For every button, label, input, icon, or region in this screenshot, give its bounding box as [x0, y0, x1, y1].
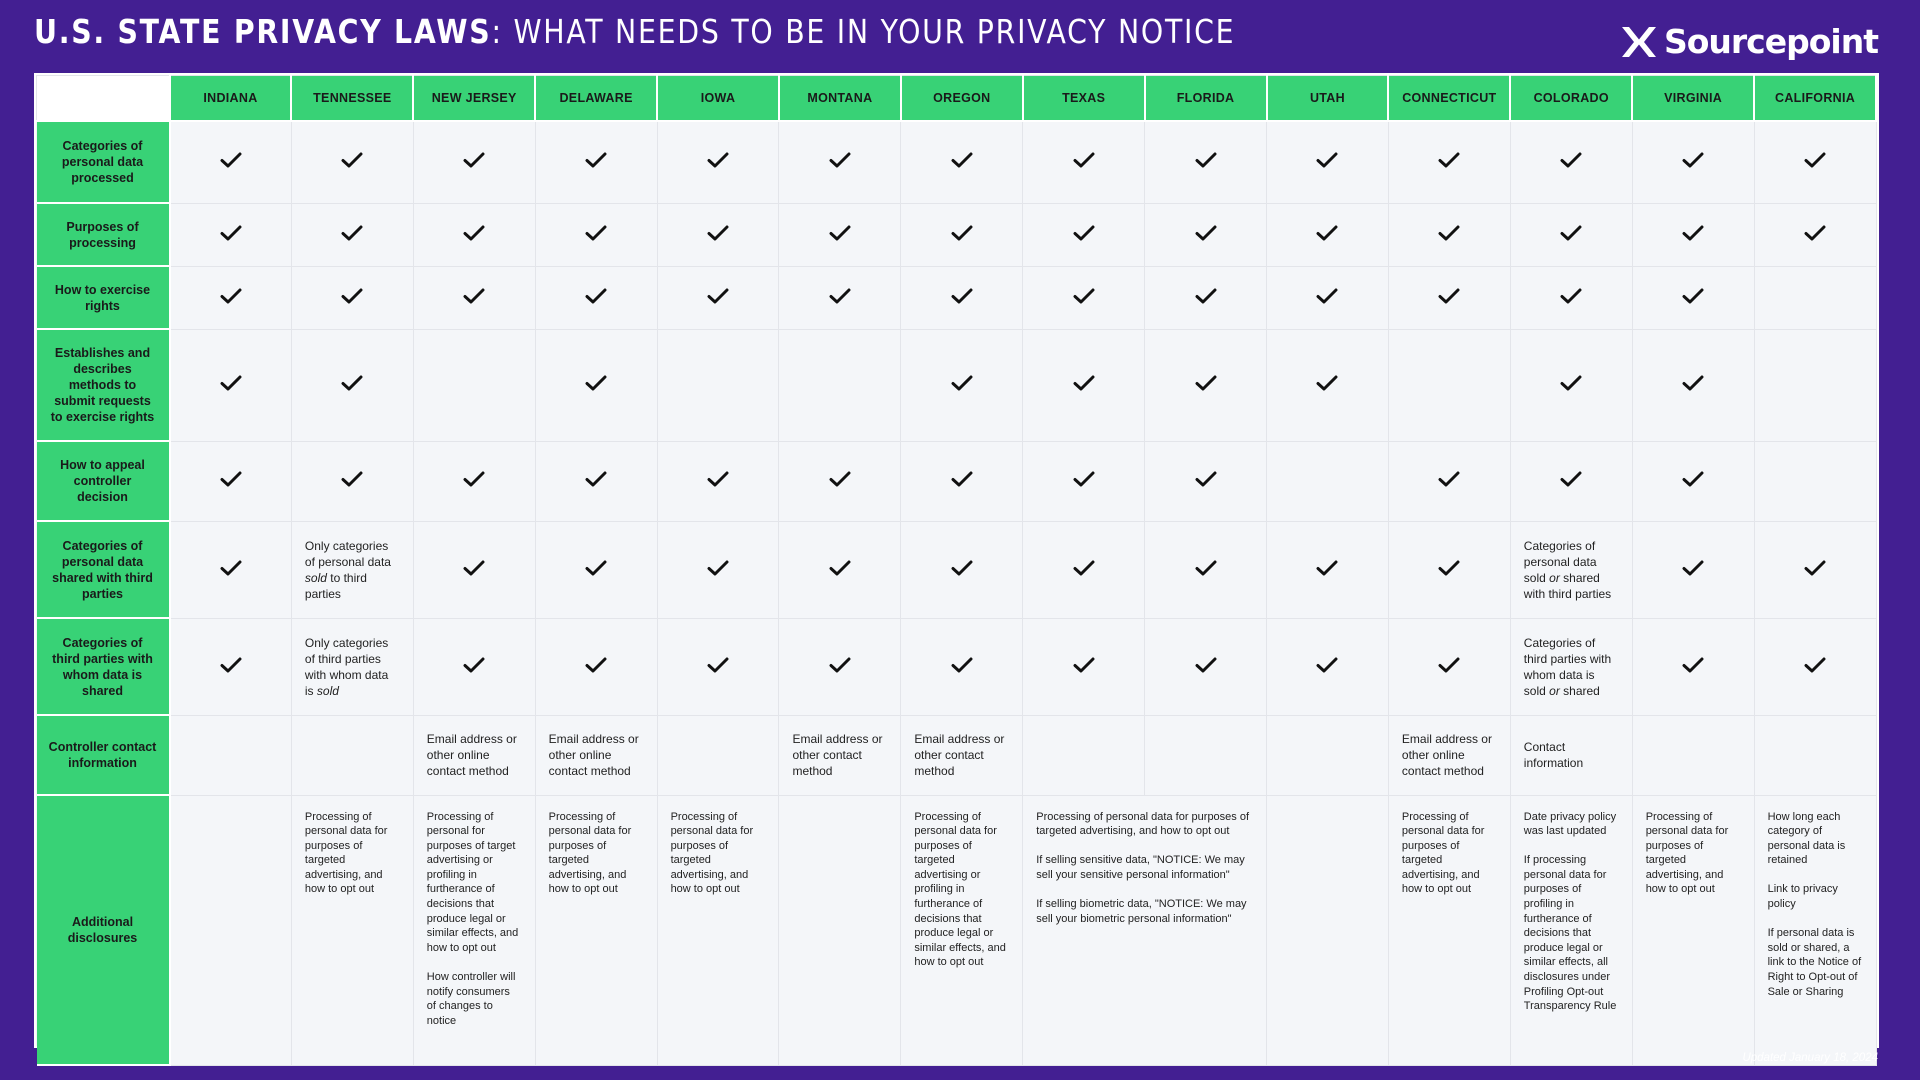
table-cell	[535, 441, 657, 521]
table-cell	[1510, 795, 1632, 1065]
table-cell	[535, 121, 657, 203]
cell-text: Processing of personal data for purposes of targeted advertising, and how to opt out	[670, 810, 754, 896]
page-title	[34, 12, 1235, 51]
checkmark-icon	[951, 374, 973, 392]
row-header: Controller contact information	[37, 715, 170, 795]
checkmark-icon	[220, 470, 242, 488]
table-cell	[901, 266, 1023, 329]
table-cell	[1632, 266, 1754, 329]
checkmark-icon	[1682, 151, 1704, 169]
checkmark-icon	[1316, 656, 1338, 674]
table-cell	[1754, 329, 1876, 441]
page-title-bold: U.S. STATE PRIVACY LAWS	[34, 12, 492, 51]
table-body	[37, 121, 1877, 1065]
table-cell	[1023, 521, 1145, 618]
table-cell	[170, 329, 292, 441]
table-cell	[413, 329, 535, 441]
table-cell	[657, 266, 779, 329]
checkmark-icon	[1073, 470, 1095, 488]
cell-text: Email address or other online contact method	[426, 732, 517, 778]
table-cell	[170, 121, 292, 203]
table-cell	[657, 121, 779, 203]
checkmark-icon	[707, 151, 729, 169]
table-cell	[170, 266, 292, 329]
table-cell	[1754, 441, 1876, 521]
checkmark-icon	[1560, 287, 1582, 305]
checkmark-icon	[1804, 656, 1826, 674]
table-cell	[657, 203, 779, 266]
checkmark-icon	[585, 656, 607, 674]
checkmark-icon	[1804, 224, 1826, 242]
checkmark-icon	[585, 374, 607, 392]
table-cell	[535, 266, 657, 329]
table-row	[37, 795, 1877, 1065]
checkmark-icon	[1073, 559, 1095, 577]
privacy-grid	[36, 75, 1877, 1066]
table-cell	[413, 266, 535, 329]
checkmark-icon	[1073, 151, 1095, 169]
table-cell	[1754, 521, 1876, 618]
checkmark-icon	[341, 287, 363, 305]
table-cell	[170, 441, 292, 521]
cell-text	[1524, 538, 1619, 602]
table-cell	[1145, 203, 1267, 266]
checkmark-icon	[1195, 224, 1217, 242]
table-cell	[1267, 715, 1389, 795]
table-cell	[1388, 329, 1510, 441]
table-cell	[1145, 715, 1267, 795]
checkmark-icon	[1438, 470, 1460, 488]
table-cell	[779, 329, 901, 441]
table-cell	[1388, 795, 1510, 1065]
table-cell	[535, 795, 657, 1065]
table-cell	[901, 203, 1023, 266]
table-cell	[1267, 203, 1389, 266]
table-cell	[1754, 715, 1876, 795]
sourcepoint-logo	[1620, 22, 1878, 61]
checkmark-icon	[1195, 151, 1217, 169]
table-row	[37, 521, 1877, 618]
state-header-tennessee: TENNESSEE	[291, 76, 413, 122]
checkmark-icon	[1560, 151, 1582, 169]
table-cell	[657, 441, 779, 521]
table-cell	[170, 715, 292, 795]
checkmark-icon	[1195, 470, 1217, 488]
table-cell	[1510, 121, 1632, 203]
state-header-delaware: DELAWARE	[535, 76, 657, 122]
table-cell	[1510, 329, 1632, 441]
checkmark-icon	[1195, 287, 1217, 305]
logo-text: Sourcepoint	[1663, 22, 1878, 61]
checkmark-icon	[1438, 559, 1460, 577]
checkmark-icon	[1682, 287, 1704, 305]
table-cell	[413, 618, 535, 715]
checkmark-icon	[829, 151, 851, 169]
checkmark-icon	[1195, 374, 1217, 392]
checkmark-icon	[220, 559, 242, 577]
page-title-rest: : WHAT NEEDS TO BE IN YOUR PRIVACY NOTICE	[491, 12, 1236, 51]
table-cell	[1510, 521, 1632, 618]
checkmark-icon	[1073, 287, 1095, 305]
table-cell	[1632, 441, 1754, 521]
table-cell	[1023, 715, 1145, 795]
cell-text-emphasis: or	[1549, 683, 1560, 698]
cell-text-part: to third parties	[304, 570, 367, 601]
checkmark-icon	[1682, 470, 1704, 488]
table-row	[37, 715, 1877, 795]
table-row	[37, 203, 1877, 266]
state-header-virginia: VIRGINIA	[1632, 76, 1754, 122]
table-cell	[1145, 121, 1267, 203]
table-cell	[657, 521, 779, 618]
row-header: Categories of third parties with whom data is shared	[37, 618, 170, 715]
table-cell	[535, 715, 657, 795]
checkmark-icon	[1560, 374, 1582, 392]
row-header: Purposes of processing	[37, 203, 170, 266]
checkmark-icon	[951, 151, 973, 169]
checkmark-icon	[951, 656, 973, 674]
checkmark-icon	[1438, 224, 1460, 242]
table-cell	[779, 266, 901, 329]
checkmark-icon	[1438, 287, 1460, 305]
table-cell	[1267, 618, 1389, 715]
cell-text: Date privacy policy was last updated If processing personal data for purposes of profiling in furtherance of decisions that produce legal or similar effects, all disclosures under Profiling Opt-out Transparency Rule	[1523, 810, 1617, 1013]
cell-text-part: Only categories of personal data	[304, 538, 391, 569]
state-header-colorado: COLORADO	[1510, 76, 1632, 122]
table-cell	[779, 441, 901, 521]
cell-text-emphasis: or	[1549, 570, 1560, 585]
checkmark-icon	[463, 470, 485, 488]
cell-text: Email address or other contact method	[792, 732, 883, 778]
cell-text-part: shared	[1559, 683, 1600, 698]
checkmark-icon	[829, 224, 851, 242]
table-cell	[1388, 715, 1510, 795]
checkmark-icon	[220, 151, 242, 169]
table-cell	[1023, 121, 1145, 203]
checkmark-icon	[220, 656, 242, 674]
table-cell	[413, 795, 535, 1065]
state-header-indiana: INDIANA	[170, 76, 292, 122]
table-cell	[1510, 266, 1632, 329]
updated-date: Updated January 18, 2024	[1742, 1052, 1878, 1064]
table-cell	[1632, 121, 1754, 203]
cell-text: Email address or other online contact method	[1401, 732, 1492, 778]
cell-text: Processing of personal data for purposes of targeted advertising or profiling in furtherance of decisions that produce legal or similar effects, and how to opt out	[914, 810, 1006, 969]
table-cell	[1023, 441, 1145, 521]
checkmark-icon	[1073, 374, 1095, 392]
table-cell	[413, 121, 535, 203]
table-cell	[1145, 521, 1267, 618]
checkmark-icon	[341, 151, 363, 169]
checkmark-icon	[1682, 656, 1704, 674]
checkmark-icon	[341, 374, 363, 392]
table-cell	[413, 521, 535, 618]
table-cell	[1267, 441, 1389, 521]
table-cell	[1754, 618, 1876, 715]
table-cell	[291, 203, 413, 266]
cell-text-part: shared with third parties	[1523, 570, 1612, 601]
table-cell	[413, 715, 535, 795]
table-cell	[1023, 266, 1145, 329]
row-header: Additional disclosures	[37, 795, 170, 1065]
table-cell	[657, 795, 779, 1065]
checkmark-icon	[951, 224, 973, 242]
privacy-laws-table	[34, 73, 1879, 1048]
table-cell	[291, 121, 413, 203]
table-cell	[1267, 121, 1389, 203]
table-cell	[170, 618, 292, 715]
table-cell	[1632, 329, 1754, 441]
table-cell	[901, 121, 1023, 203]
state-header-iowa: IOWA	[657, 76, 779, 122]
table-cell	[1632, 521, 1754, 618]
checkmark-icon	[829, 470, 851, 488]
table-cell	[1388, 203, 1510, 266]
table-cell	[1145, 618, 1267, 715]
checkmark-icon	[341, 224, 363, 242]
table-cell	[170, 795, 292, 1065]
table-row	[37, 618, 1877, 715]
table-cell	[1023, 329, 1145, 441]
table-row	[37, 266, 1877, 329]
table-cell	[535, 203, 657, 266]
table-cell	[901, 618, 1023, 715]
table-cell	[1510, 618, 1632, 715]
table-cell	[291, 715, 413, 795]
table-cell	[779, 795, 901, 1065]
table-cell	[1388, 266, 1510, 329]
checkmark-icon	[585, 224, 607, 242]
checkmark-icon	[829, 287, 851, 305]
table-cell	[1510, 441, 1632, 521]
checkmark-icon	[1316, 287, 1338, 305]
table-cell	[1754, 795, 1876, 1065]
table-cell	[1023, 795, 1267, 1065]
checkmark-icon	[707, 224, 729, 242]
table-cell	[1267, 521, 1389, 618]
checkmark-icon	[1560, 224, 1582, 242]
checkmark-icon	[341, 470, 363, 488]
row-header: Categories of personal data shared with third parties	[37, 521, 170, 618]
checkmark-icon	[1804, 151, 1826, 169]
corner-cell	[37, 76, 170, 122]
table-cell	[413, 441, 535, 521]
table-cell	[291, 795, 413, 1065]
table-cell	[779, 715, 901, 795]
checkmark-icon	[1316, 151, 1338, 169]
checkmark-icon	[220, 224, 242, 242]
table-row	[37, 329, 1877, 441]
state-header-florida: FLORIDA	[1145, 76, 1267, 122]
table-cell	[1754, 203, 1876, 266]
table-cell	[779, 121, 901, 203]
table-cell	[1754, 266, 1876, 329]
table-cell	[779, 521, 901, 618]
table-cell	[291, 266, 413, 329]
checkmark-icon	[951, 287, 973, 305]
table-cell	[779, 203, 901, 266]
table-cell	[779, 618, 901, 715]
cell-text-part: Only categories of third parties with whom data is	[304, 635, 389, 698]
table-cell	[291, 618, 413, 715]
checkmark-icon	[1073, 656, 1095, 674]
cell-text-part: Categories of personal data sold	[1523, 538, 1597, 585]
checkmark-icon	[1438, 151, 1460, 169]
checkmark-icon	[463, 224, 485, 242]
table-cell	[1145, 266, 1267, 329]
table-cell	[1267, 795, 1389, 1065]
table-row	[37, 121, 1877, 203]
row-header: Establishes and describes methods to submit requests to exercise rights	[37, 329, 170, 441]
checkmark-icon	[1195, 559, 1217, 577]
table-cell	[1510, 715, 1632, 795]
checkmark-icon	[220, 287, 242, 305]
table-cell	[291, 329, 413, 441]
checkmark-icon	[707, 287, 729, 305]
state-header-row	[37, 76, 1877, 122]
table-cell	[1632, 795, 1754, 1065]
cell-text: Contact information	[1523, 740, 1584, 770]
checkmark-icon	[585, 151, 607, 169]
table-cell	[1267, 329, 1389, 441]
checkmark-icon	[220, 374, 242, 392]
checkmark-icon	[829, 559, 851, 577]
table-cell	[1754, 121, 1876, 203]
checkmark-icon	[585, 287, 607, 305]
table-cell	[291, 441, 413, 521]
checkmark-icon	[707, 656, 729, 674]
table-cell	[535, 618, 657, 715]
checkmark-icon	[585, 559, 607, 577]
table-cell	[657, 329, 779, 441]
table-cell	[901, 521, 1023, 618]
checkmark-icon	[1560, 470, 1582, 488]
table-cell	[170, 521, 292, 618]
checkmark-icon	[1438, 656, 1460, 674]
state-header-new-jersey: NEW JERSEY	[413, 76, 535, 122]
checkmark-icon	[829, 656, 851, 674]
cell-text: Processing of personal data for purposes of targeted advertising, and how to opt out	[304, 810, 388, 896]
cell-text-emphasis: sold	[304, 570, 327, 585]
state-header-utah: UTAH	[1267, 76, 1389, 122]
cell-text: Processing of personal data for purposes of targeted advertising, and how to opt out	[548, 810, 632, 896]
checkmark-icon	[1073, 224, 1095, 242]
table-cell	[901, 441, 1023, 521]
table-cell	[1632, 203, 1754, 266]
checkmark-icon	[707, 470, 729, 488]
checkmark-icon	[463, 287, 485, 305]
cell-text-part: Categories of third parties with whom data is sold	[1523, 635, 1612, 698]
table-cell	[657, 715, 779, 795]
checkmark-icon	[951, 559, 973, 577]
table-cell	[901, 795, 1023, 1065]
checkmark-icon	[1682, 224, 1704, 242]
cell-text: Email address or other online contact method	[548, 732, 639, 778]
cell-text: Processing of personal data for purposes of targeted advertising, and how to opt out If selling sensitive data, "NOTICE: We may sell your sensitive personal information" If selling biometric data, "NOTICE: We may sell your biometric personal information"	[1036, 810, 1250, 925]
checkmark-icon	[1316, 224, 1338, 242]
checkmark-icon	[585, 470, 607, 488]
table-cell	[901, 715, 1023, 795]
cell-text: Processing of personal data for purposes of targeted advertising, and how to opt out	[1401, 810, 1485, 896]
table-cell	[1388, 121, 1510, 203]
checkmark-icon	[1316, 374, 1338, 392]
cell-text-emphasis: sold	[316, 683, 339, 698]
table-cell	[535, 521, 657, 618]
checkmark-icon	[1316, 559, 1338, 577]
cell-text	[1524, 635, 1619, 699]
checkmark-icon	[1682, 374, 1704, 392]
table-cell	[1510, 203, 1632, 266]
checkmark-icon	[463, 656, 485, 674]
cell-text: Processing of personal for purposes of target advertising or profiling in furtherance of decisions that produce legal or similar effects, and how to opt out How controller will notify consumers of changes to notice	[426, 810, 519, 1027]
table-cell	[1388, 618, 1510, 715]
state-header-texas: TEXAS	[1023, 76, 1145, 122]
state-header-connecticut: CONNECTICUT	[1388, 76, 1510, 122]
checkmark-icon	[463, 151, 485, 169]
cell-text	[305, 635, 400, 699]
table-cell	[1023, 618, 1145, 715]
cell-text: How long each category of personal data is retained Link to privacy policy If personal data is sold or shared, a link to the Notice of Right to Opt-out of Sale or Sharing	[1767, 810, 1862, 998]
checkmark-icon	[1804, 559, 1826, 577]
table-cell	[1632, 715, 1754, 795]
table-cell	[1145, 329, 1267, 441]
table-cell	[535, 329, 657, 441]
state-header-oregon: OREGON	[901, 76, 1023, 122]
checkmark-icon	[951, 470, 973, 488]
table-cell	[1145, 441, 1267, 521]
table-cell	[901, 329, 1023, 441]
table-cell	[657, 618, 779, 715]
checkmark-icon	[1195, 656, 1217, 674]
state-header-montana: MONTANA	[779, 76, 901, 122]
checkmark-icon	[1682, 559, 1704, 577]
table-cell	[413, 203, 535, 266]
sourcepoint-chevrons-icon	[1620, 25, 1658, 59]
table-cell	[170, 203, 292, 266]
table-row	[37, 441, 1877, 521]
table-cell	[1632, 618, 1754, 715]
table-cell	[1267, 266, 1389, 329]
row-header: Categories of personal data processed	[37, 121, 170, 203]
cell-text	[305, 538, 400, 602]
table-cell	[1023, 203, 1145, 266]
cell-text: Processing of personal data for purposes of targeted advertising, and how to opt out	[1645, 810, 1729, 896]
cell-text: Email address or other contact method	[914, 732, 1005, 778]
table-cell	[1388, 521, 1510, 618]
table-cell	[291, 521, 413, 618]
state-header-california: CALIFORNIA	[1754, 76, 1876, 122]
row-header: How to exercise rights	[37, 266, 170, 329]
table-cell	[1388, 441, 1510, 521]
row-header: How to appeal controller decision	[37, 441, 170, 521]
checkmark-icon	[463, 559, 485, 577]
checkmark-icon	[707, 559, 729, 577]
